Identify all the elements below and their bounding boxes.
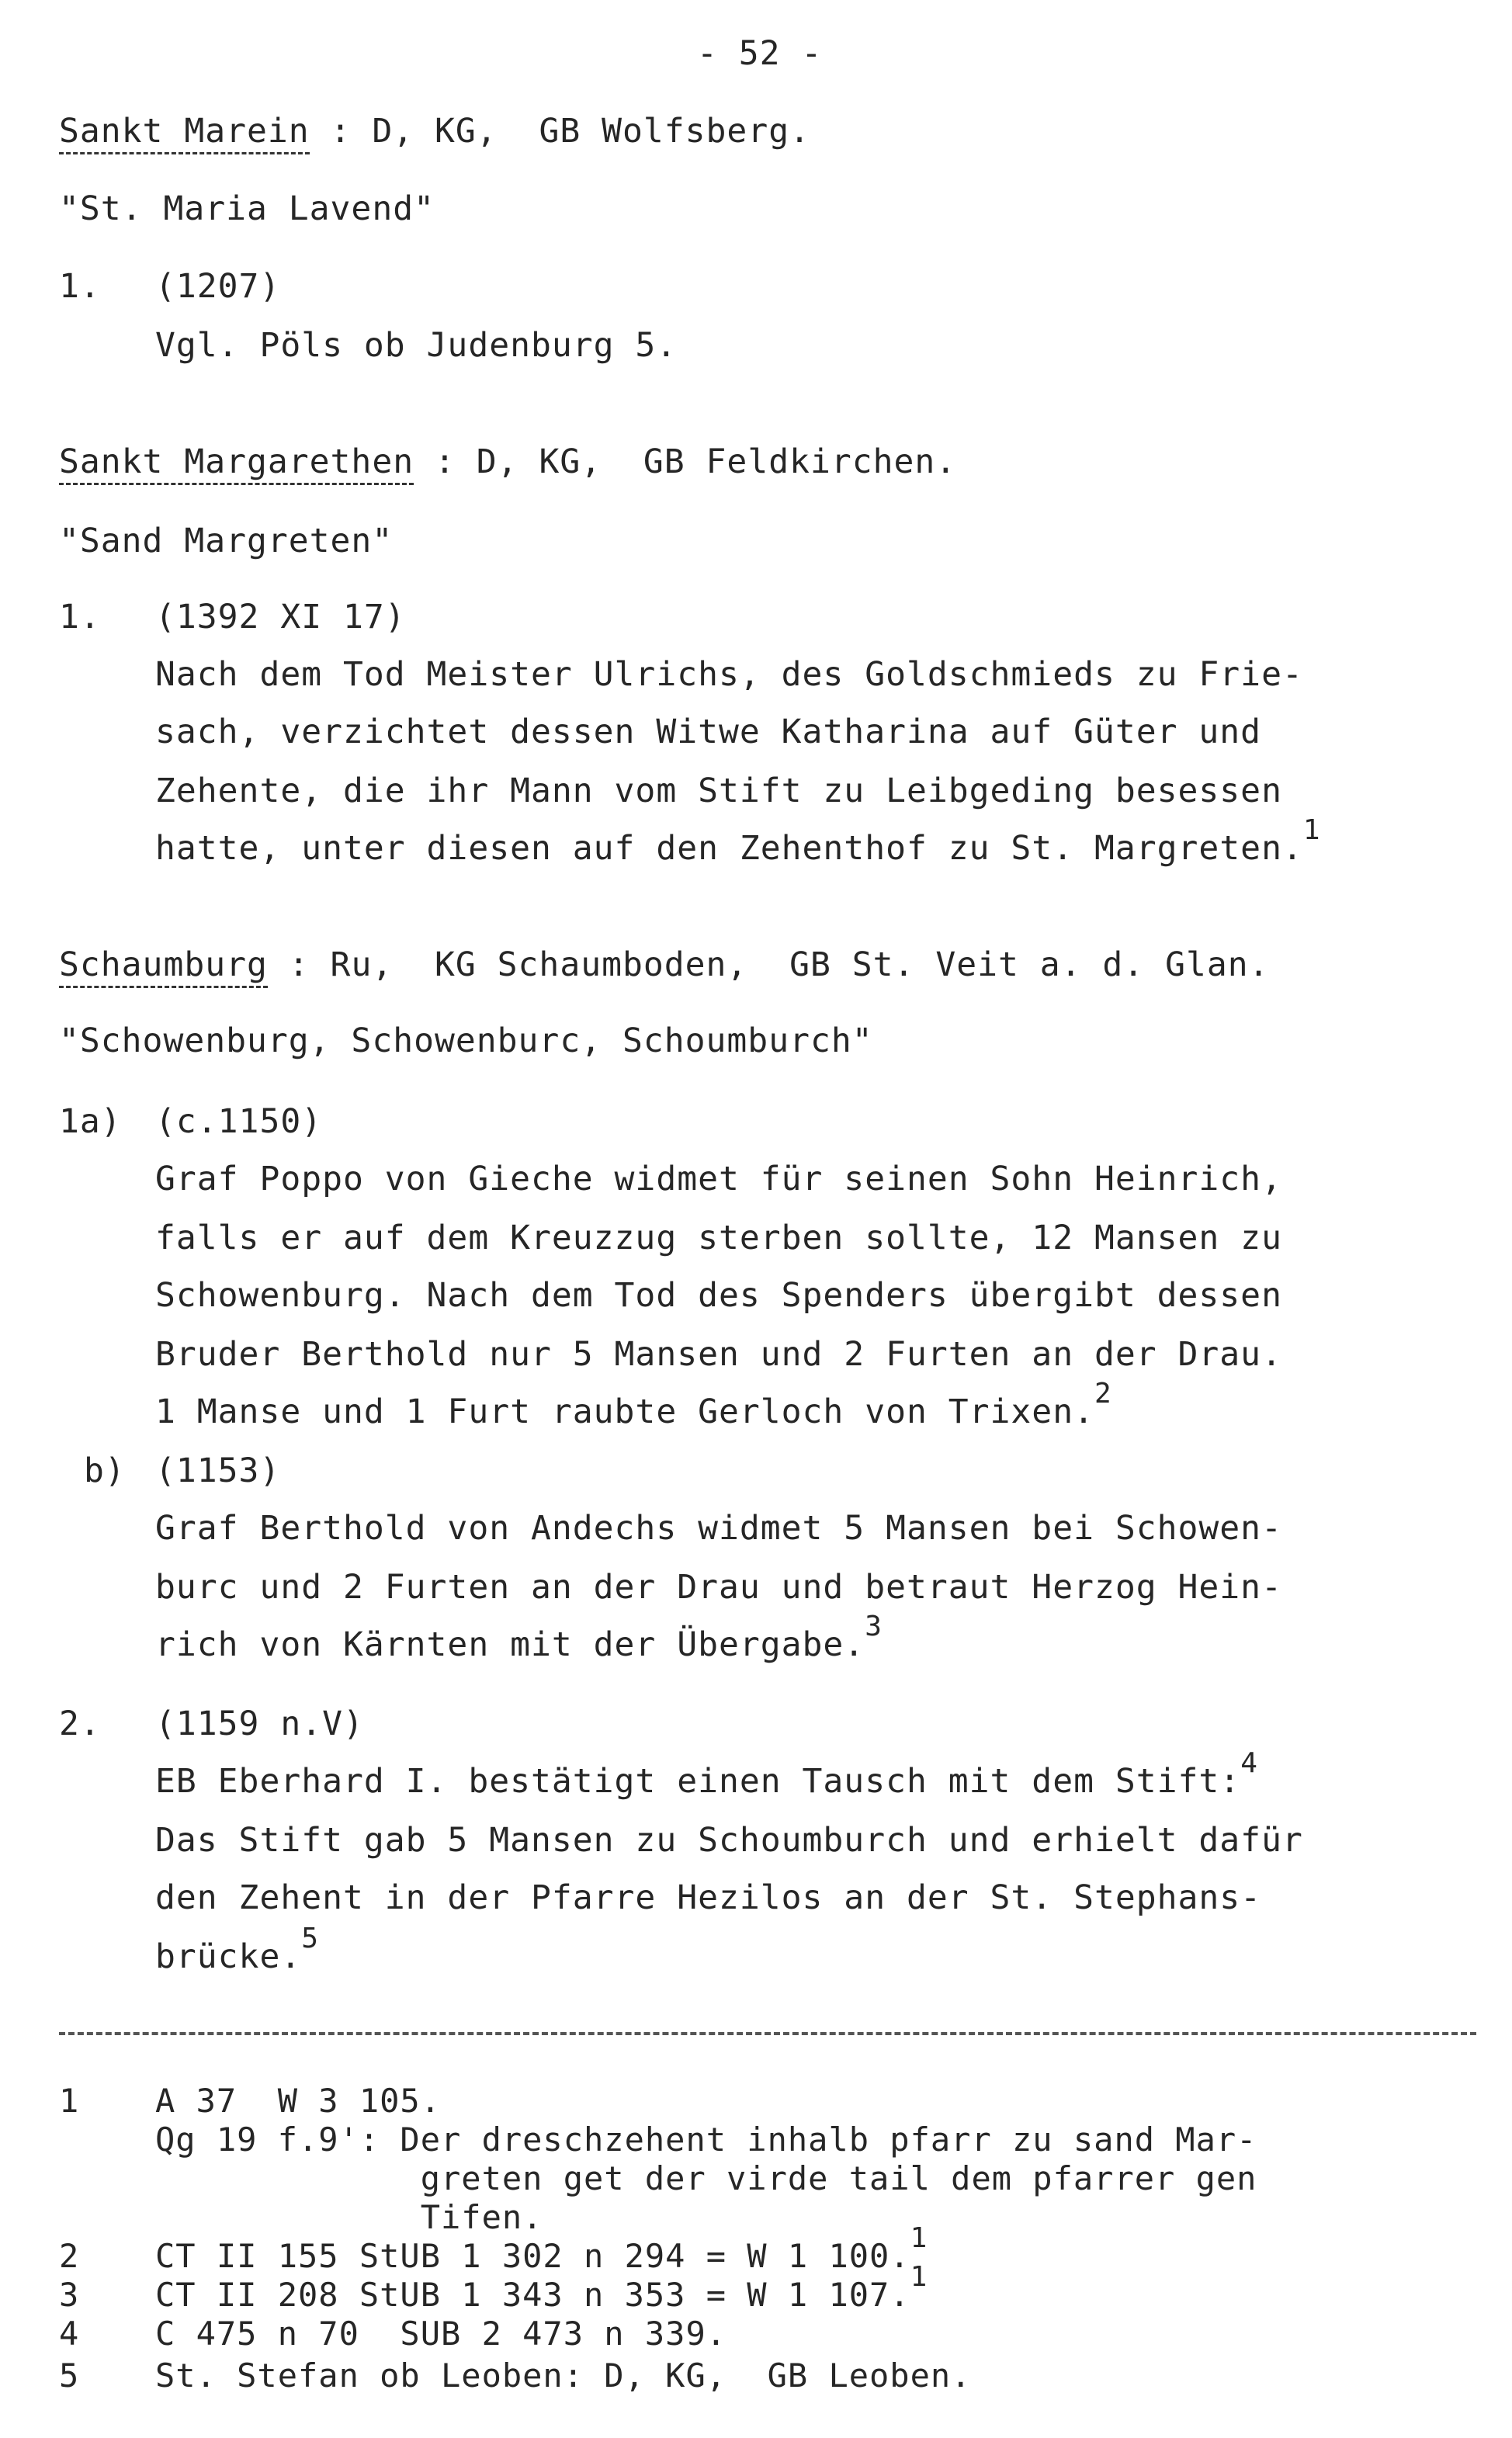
item-text: brücke.	[155, 1937, 302, 1976]
entry-header	[59, 442, 957, 481]
item-text-line: Schowenburg. Nach dem Tod des Spenders übergibt dessen	[155, 1276, 1282, 1315]
entry-location: : D, KG, GB Feldkirchen.	[414, 442, 957, 481]
item-number: 1a)	[59, 1102, 122, 1141]
item-text-line: Das Stift gab 5 Mansen zu Schoumburch und erhielt dafür	[155, 1821, 1303, 1860]
item-date: (c.1150)	[155, 1102, 323, 1141]
item-date: (1153)	[155, 1451, 281, 1490]
entry-location: : Ru, KG Schaumboden, GB St. Veit a. d. Glan.	[267, 945, 1270, 984]
item-text-line: sach, verzichtet dessen Witwe Katharina auf Güter und	[155, 713, 1262, 751]
entry-title: Schaumburg	[59, 945, 268, 988]
entry-title: Sankt Margarethen	[59, 442, 414, 485]
item-number: 1.	[59, 267, 101, 306]
item-number: 2.	[59, 1705, 101, 1743]
entry-quote: "Sand Margreten"	[59, 522, 394, 560]
footnote-line: St. Stefan ob Leoben: D, KG, GB Leoben.	[155, 2357, 972, 2395]
item-text-line	[155, 1747, 1258, 1801]
item-text-line: Zehente, die ihr Mann vom Stift zu Leibgeding besessen	[155, 772, 1282, 810]
item-text-line: Vgl. Pöls ob Judenburg 5.	[155, 326, 678, 365]
item-text: rich von Kärnten mit der Übergabe.	[155, 1625, 865, 1664]
footnote-ref: 1	[1302, 814, 1321, 846]
footnote-line: A 37 W 3 105.	[155, 2082, 442, 2120]
entry-title: Sankt Marein	[59, 112, 310, 154]
entry-quote: "Schowenburg, Schowenburc, Schoumburch"	[59, 1021, 873, 1060]
footnote-text: CT II 208 StUB 1 343 n 353 = W 1 107.	[155, 2276, 910, 2314]
item-date: (1159 n.V)	[155, 1705, 364, 1743]
footnote-ref: 5	[301, 1923, 319, 1954]
item-date: (1207)	[155, 267, 281, 306]
entry-location: : D, KG, GB Wolfsberg.	[309, 112, 810, 151]
item-text-line: burc und 2 Furten an der Drau und betraut Herzog Hein-	[155, 1568, 1282, 1607]
item-text: EB Eberhard I. bestätigt einen Tausch mit dem Stift:	[155, 1762, 1241, 1801]
footnote-ref: 2	[1094, 1378, 1112, 1410]
item-text-line	[155, 1923, 319, 1976]
item-text: hatte, unter diesen auf den Zehenthof zu St. Margreten.	[155, 829, 1303, 868]
footnote-ref: 1	[910, 2222, 928, 2254]
entry-quote: "St. Maria Lavend"	[59, 189, 435, 228]
entry-header	[59, 112, 810, 151]
footnote-number: 1	[59, 2082, 80, 2120]
item-text-line: falls er auf dem Kreuzzug sterben sollte, 12 Mansen zu	[155, 1219, 1282, 1257]
footnote-text: CT II 155 StUB 1 302 n 294 = W 1 100.	[155, 2237, 910, 2275]
item-text-line: den Zehent in der Pfarre Hezilos an der St. Stephans-	[155, 1878, 1262, 1917]
item-number: 1.	[59, 598, 101, 636]
footnote-ref: 3	[865, 1611, 883, 1642]
item-text-line: Nach dem Tod Meister Ulrichs, des Goldschmieds zu Frie-	[155, 655, 1303, 694]
item-text-line	[155, 814, 1321, 868]
footnote-ref: 1	[910, 2261, 928, 2293]
item-text-line: Graf Berthold von Andechs widmet 5 Mansen bei Schowen-	[155, 1509, 1282, 1548]
footnote-separator	[59, 2032, 1476, 2035]
item-text-line: Graf Poppo von Gieche widmet für seinen Sohn Heinrich,	[155, 1160, 1282, 1198]
footnote-line: greten get der virde tail dem pfarrer gen	[155, 2159, 1257, 2197]
footnote-number: 3	[59, 2276, 80, 2314]
footnote-line: Qg 19 f.9': Der dreschzehent inhalb pfarr zu sand Mar-	[155, 2121, 1257, 2159]
footnote-ref: 4	[1240, 1747, 1258, 1779]
footnote-number: 2	[59, 2237, 80, 2275]
item-number: b)	[84, 1451, 126, 1490]
item-text-line: Bruder Berthold nur 5 Mansen und 2 Furten an der Drau.	[155, 1335, 1282, 1374]
footnote-line: Tifen.	[155, 2198, 543, 2236]
item-text-line	[155, 1611, 883, 1664]
footnote-number: 5	[59, 2357, 80, 2395]
entry-header	[59, 945, 1270, 984]
footnote-number: 4	[59, 2315, 80, 2353]
footnote-line: C 475 n 70 SUB 2 473 n 339.	[155, 2315, 727, 2353]
page-number: - 52 -	[697, 34, 823, 73]
item-text: 1 Manse und 1 Furt raubte Gerloch von Trixen.	[155, 1392, 1094, 1431]
footnote-line	[155, 2222, 928, 2275]
footnote-line	[155, 2261, 928, 2314]
item-text-line	[155, 1378, 1112, 1431]
item-date: (1392 XI 17)	[155, 598, 406, 636]
